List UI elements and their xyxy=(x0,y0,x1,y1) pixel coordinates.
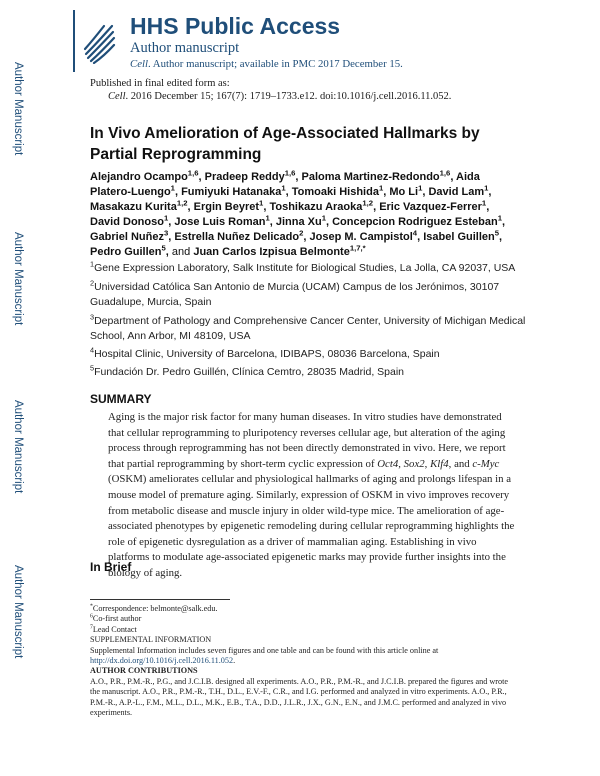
author-affiliation-marker: 1 xyxy=(265,213,270,223)
lead-contact-note xyxy=(90,625,520,635)
citation-text: . 2016 December 15; 167(7): 1719–1733.e12. doi:10.1016/j.cell.2016.11.052. xyxy=(125,91,452,102)
summary-sep: , xyxy=(424,457,431,470)
summary-sep: , xyxy=(398,457,404,470)
published-line: Published in final edited form as: xyxy=(90,78,230,89)
summary-sep: , and xyxy=(448,457,473,470)
author-name: David Lam xyxy=(428,186,485,198)
author-name: Jose Luis Roman xyxy=(174,216,266,228)
author-affiliation-marker: 4 xyxy=(412,228,418,238)
contributions-heading: AUTHOR CONTRIBUTIONS xyxy=(90,666,198,676)
author-affiliation-marker: 5 xyxy=(161,243,166,253)
summary-heading: SUMMARY xyxy=(90,392,152,406)
author-name: Toshikazu Araoka xyxy=(269,201,363,213)
author-affiliation-marker: 2 xyxy=(299,228,304,238)
author-affiliation-marker: 1 xyxy=(378,183,384,193)
author-name: Alejandro Ocampo xyxy=(90,171,188,183)
availability-text: . Author manuscript; available in PMC 2017 December 15. xyxy=(148,58,403,70)
sidebar-label-1: Author Manuscript xyxy=(12,62,24,156)
author-name: Fumiyuki Hatanaka xyxy=(181,186,282,198)
author-name: Jinna Xu xyxy=(275,216,322,228)
author-affiliation-marker: 1 xyxy=(418,183,423,193)
author-name: Gabriel Nuñez xyxy=(90,231,164,243)
summary-text xyxy=(108,410,520,582)
author-name: Paloma Martinez-Redondo xyxy=(301,171,440,183)
affiliation-text: Gene Expression Laboratory, Salk Institute for Biological Studies, La Jolla, CA 92037, USA xyxy=(94,262,516,274)
author-affiliation-marker: 1 xyxy=(281,183,286,193)
header-divider xyxy=(73,10,75,72)
affiliation-3 xyxy=(90,314,530,344)
cofirst-text: Co-first author xyxy=(92,614,142,624)
affiliation-text: Universidad Católica San Antonio de Murcia (UCAM) Campus de los Jerónimos, 30107 Guadalupe, Murcia, Spain xyxy=(90,281,500,308)
affiliation-number: 2 xyxy=(90,278,95,288)
affiliation-number: 4 xyxy=(90,345,95,355)
author-name: Isabel Guillen xyxy=(423,231,495,243)
author-affiliation-marker: 1 xyxy=(481,198,487,208)
gene-sox2: Sox2 xyxy=(403,457,425,470)
author-affiliation-marker: 1,6 xyxy=(187,168,199,178)
author-name: Ergin Beyret xyxy=(193,201,260,213)
author-affiliation-marker: 1,7,* xyxy=(349,243,366,253)
author-affiliation-marker: 1,6 xyxy=(439,168,451,178)
author-affiliation-marker: 1 xyxy=(170,183,175,193)
author-name: Mo Li xyxy=(389,186,419,198)
author-manuscript-label: Author manuscript xyxy=(130,40,240,56)
author-name: Eric Vazquez-Ferrer xyxy=(379,201,482,213)
author-list: Alejandro Ocampo$^{1,6}$, Pradeep Reddy$^{1,6}$, Paloma Martinez-Redondo$^{1,6}$, Aida Platero-Luengo$^1$, Fumiyuki Hatanaka$^1$, Tomoaki Hishida$^1$, Mo Li$^1$, David Lam$^1$, Masakazu Kurita$^{1,2}$, Ergin Beyret$^1$, Toshikazu Araoka$^{1,2}$, Eric Vazquez-Ferrer$^1$, David Donoso$^1$, Jose Luis Roman$^1$, Jinna Xu$^1$, Concepcion Rodriguez Esteban$^1$, Gabriel Nuñez$^3$, Estrella Nuñez Delicado$^2$, Josep M. Campistol$^4$, Isabel Guillen$^5$, Pedro Guillen$^5$, and Juan Carlos Izpisua Belmonte$^{1,7,*}$ xyxy=(90,168,506,258)
supplemental-link[interactable]: http://dx.doi.org/10.1016/j.cell.2016.11.052 xyxy=(90,656,234,666)
lead-text: Lead Contact xyxy=(92,624,137,634)
author-affiliation-marker: 3 xyxy=(163,228,169,238)
sidebar-label-3: Author Manuscript xyxy=(12,400,24,494)
sidebar-label-4: Author Manuscript xyxy=(12,565,24,659)
cofirst-note xyxy=(90,614,520,624)
author-affiliation-marker: 1 xyxy=(497,213,503,223)
summary-part: Aging is the major risk factor for many human diseases. In vitro studies have demonstrated that cellular reprogramming to pluripotency reverses cellular age, but alteration of the aging process through reprogramming has not been directly demonstrated in vivo. Here, we report that partial reprogramming by short-term cyclic expression of xyxy=(108,411,506,470)
hhs-title: HHS Public Access xyxy=(130,13,341,39)
affiliation-5 xyxy=(90,365,530,380)
supplemental-end: . xyxy=(233,656,236,666)
affiliation-number: 5 xyxy=(90,363,95,373)
author-affiliation-marker: 5 xyxy=(494,228,500,238)
author-name: Concepcion Rodriguez Esteban xyxy=(332,216,498,228)
author-affiliation-marker: 1 xyxy=(321,213,326,223)
correspondence-text: Correspondence: belmonte@salk.edu. xyxy=(92,604,218,613)
in-brief-heading: In Brief xyxy=(90,560,132,574)
author-affiliation-marker: 1 xyxy=(163,213,169,223)
footnote-mark: * xyxy=(90,603,93,610)
journal-name: Cell xyxy=(130,58,148,70)
footnote-divider xyxy=(90,599,230,600)
author-name: Juan Carlos Izpisua Belmonte xyxy=(193,246,350,258)
gene-c-myc: c-Myc xyxy=(472,457,500,470)
supplemental-body: Supplemental Information includes seven figures and one table and can be found with this article online at xyxy=(90,645,439,655)
article-title: In Vivo Amelioration of Age-Associated Hallmarks by Partial Reprogramming xyxy=(90,125,480,163)
affiliation-4 xyxy=(90,347,530,362)
hhs-eagle-logo-icon xyxy=(82,20,116,64)
affiliation-1 xyxy=(90,261,530,276)
footnote-mark: 6 xyxy=(90,613,93,620)
gene-oct4: Oct4 xyxy=(377,457,399,470)
citation-line xyxy=(108,91,451,102)
correspondence-note xyxy=(90,604,520,614)
affiliation-number: 3 xyxy=(90,312,95,322)
author-name: Aida Platero-Luengo xyxy=(90,171,480,198)
contributions-text: A.O., P.R., P.M.-R., P.G., and J.C.I.B. designed all experiments. A.O., P.R., P.M.-R., and J.C.I.B. prepared the figures and wrote the manuscript. A.O., P.R., P.M.-R., T.H., D.L., E.V.-F., C.R., and I.G. performed and analyzed in vitro experiments. A.O., P.R., P.M.-R., A.P.-L., F.M., M.L., D.L., M.K., E.B., T.A., D.D., J.L.R., J.X., G.N., E.N., and J.M.C. performed and analyzed in vivo experiments. xyxy=(90,676,508,718)
author-name: Pedro Guillen xyxy=(90,246,162,258)
author-and: and xyxy=(171,246,191,258)
author-affiliation-marker: 1 xyxy=(259,198,264,208)
availability-line xyxy=(130,58,403,70)
author-affiliation-marker: 1,2 xyxy=(362,198,374,208)
author-name: David Donoso xyxy=(90,216,164,228)
footnotes xyxy=(90,604,520,718)
supplemental-heading: SUPPLEMENTAL INFORMATION xyxy=(90,635,212,645)
author-affiliation-marker: 1,6 xyxy=(284,168,296,178)
supplemental-text xyxy=(90,646,520,667)
affiliation-text: Hospital Clinic, University of Barcelona, IDIBAPS, 08036 Barcelona, Spain xyxy=(94,348,440,360)
author-name: Pradeep Reddy xyxy=(204,171,285,183)
author-name: Josep M. Campistol xyxy=(309,231,413,243)
sidebar-label-2: Author Manuscript xyxy=(12,232,24,326)
gene-klf4: Klf4 xyxy=(430,457,449,470)
footnote-mark: 7 xyxy=(90,624,93,631)
summary-part: (OSKM) ameliorates cellular and physiological hallmarks of aging and prolongs lifespan in a mouse model of premature aging. Similarly, expression of OSKM in vivo improves recovery from metabolic disease and muscle injury in older wild-type mice. The amelioration of age-associated phenotypes by epigenetic remodeling during cellular reprogramming highlights the role of epigenetic dysregulation as a driver of mammalian aging. Establishing in vivo platforms to modulate age-associated epigenetic marks may provide further insights into the biology of aging. xyxy=(108,473,515,579)
affiliation-number: 1 xyxy=(90,259,95,269)
author-affiliation-marker: 1,2 xyxy=(176,198,188,208)
citation-journal: Cell xyxy=(108,91,126,102)
author-name: Estrella Nuñez Delicado xyxy=(174,231,300,243)
affiliation-2 xyxy=(90,280,530,310)
author-name: Masakazu Kurita xyxy=(90,201,177,213)
author-name: Tomoaki Hishida xyxy=(291,186,379,198)
affiliation-text: Department of Pathology and Comprehensive Cancer Center, University of Michigan Medical School, Ann Arbor, MI 48109, USA xyxy=(90,315,526,342)
affiliation-text: Fundación Dr. Pedro Guillén, Clínica Cemtro, 28035 Madrid, Spain xyxy=(94,366,405,378)
author-affiliation-marker: 1 xyxy=(484,183,489,193)
